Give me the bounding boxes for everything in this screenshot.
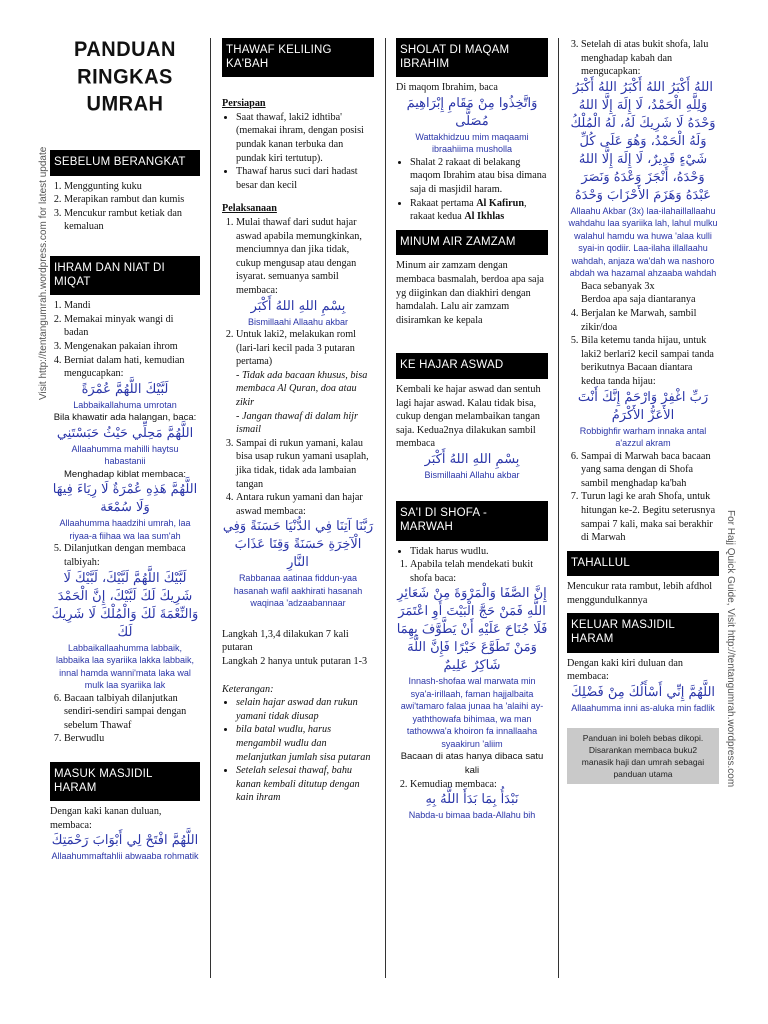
surah-name: Al Kafirun xyxy=(476,197,525,209)
list-item-note: - Jangan thawaf di dalam hijr ismail xyxy=(236,410,358,436)
section-heading-hajar: KE HAJAR ASWAD xyxy=(396,353,548,379)
transliteration: Nabda-u bimaa bada-Allahu bih xyxy=(408,810,536,821)
column-divider xyxy=(210,38,211,978)
list-item: 1. Menggunting kuku xyxy=(64,180,200,194)
section-heading-masuk: MASUK MASJIDIL HARAM xyxy=(50,762,200,801)
section-heading-ihram: IHRAM DAN NIAT DI MIQAT xyxy=(50,256,200,295)
transliteration: Labbaikallaahumma labbaik, labbaika laa syariika lakka labbaik, innal hamda wanni'mata laka wal mulk laa syariika lak xyxy=(55,642,195,691)
title-line-2: UMRAH xyxy=(86,92,164,116)
arabic-text: رَبَّنَا آتِنَا فِي الدُّنْيَا حَسَنَةً وَفِي الْآخِرَةِ حَسَنَةً وَقِنَا عَذَابَ النَّارِ xyxy=(222,519,374,571)
arabic-text: اللَّهُمَّ هَذِهِ عُمْرَةٌ لَا رِيَاءَ فِيهَا وَلَا سُمْعَة xyxy=(52,482,198,516)
page-title xyxy=(50,36,200,118)
column-divider xyxy=(385,38,386,978)
transliteration: Allaahumma inni as-aluka min fadlik xyxy=(571,702,715,713)
section-heading-keluar: KELUAR MASJIDIL HARAM xyxy=(567,613,719,652)
instruction-text: Berdoa apa saja diantaranya xyxy=(581,294,696,306)
section-heading-zamzam: MINUM AIR ZAMZAM xyxy=(396,230,548,256)
instruction-text: Bila khawatir ada halangan, baca: xyxy=(53,412,197,424)
title-line-1: PANDUAN RINGKAS xyxy=(73,38,176,89)
list-item: 1. Mandi xyxy=(64,299,200,313)
list-item: 3. Sampai di rukun yamani, kalau bisa usap rukun yamani usaplah, jika tidak, tidak ada lambaian tangan xyxy=(236,437,374,491)
sai-bullet xyxy=(396,545,548,559)
column-1 xyxy=(50,38,200,863)
transliteration: Bismillaahi Allaahu akbar xyxy=(247,316,349,327)
instruction-text: Bacaan di atas hanya dibaca satu kali xyxy=(400,751,544,776)
transliteration: Labbaikallahuma umrotan xyxy=(73,399,177,410)
list-item: • Thawaf harus suci dari hadast besar dan kecil xyxy=(236,165,374,192)
list-item: 3. Mengenakan pakaian ihrom xyxy=(64,340,200,354)
column-3 xyxy=(396,38,548,822)
rakaat-text: , rakaat kedua xyxy=(410,197,527,223)
arabic-text: رَبِّ اغْفِرْ وَارْحَمْ إِنَّكَ أَنْتَ الأَعَزُّ الأَكْرَمُ xyxy=(577,389,709,423)
list-item: • Setelah selesai thawaf, bahu kanan kembali ditutup dengan kain ihram xyxy=(236,764,374,805)
persiapan-list xyxy=(222,111,374,193)
langkah-note: Langkah 2 hanya untuk putaran 1-3 xyxy=(222,656,368,667)
subheading-keterangan: Keterangan: xyxy=(222,683,274,695)
langkah-note: Langkah 1,3,4 dilakukan 7 kali putaran xyxy=(222,628,349,654)
side-url-right-text: For Hajj Quick Guide, Visit http://tentangumrah.wordpress.com xyxy=(725,510,736,788)
list-item-text: Untuk laki2, melakukan roml (lari-lari kecil pada 3 putaran pertama) xyxy=(236,329,356,368)
section-heading-tahallul: TAHALLUL xyxy=(567,551,719,577)
list-item: • Saat thawaf, laki2 idhtiba' (memakai ihram, dengan posisi pundak kanan terbuka dan pundak kiri tertutup). xyxy=(236,111,374,165)
list-item: 2. Kemudian membaca: xyxy=(410,778,548,792)
list-item: • bila batal wudlu, harus mengambil wudlu dan melanjutkan jumlah sisa putaran xyxy=(236,723,374,764)
list-item: 4. Berniat dalam hati, kemudian mengucapkan: xyxy=(64,354,200,381)
list-item xyxy=(410,197,548,224)
section-heading-sai: SA'I DI SHOFA - MARWAH xyxy=(396,501,548,540)
list-item xyxy=(236,328,374,437)
list-item: 5. Bila ketemu tanda hijau, untuk laki2 berlari2 kecil sampai tanda berikutnya Bacaan diantara kedua tanda hijau: xyxy=(581,334,719,388)
column-divider xyxy=(558,38,559,978)
list-item: 2. Merapikan rambut dan kumis xyxy=(64,193,200,207)
list-item: 6. Sampai di Marwah baca bacaan yang sama dengan di Shofa sambil menghadap ka'bah xyxy=(581,450,719,491)
ihram-list xyxy=(50,299,200,381)
list-item: • selain hajar aswad dan rukun yamani tidak diusap xyxy=(236,696,374,723)
transliteration: Rabbanaa aatinaa fiddun-yaa hasanah wafil aakhirati hasanah waqinaa 'adzaabannaar xyxy=(233,573,363,609)
list-item: 7. Turun lagi ke arah Shofa, untuk hitungan ke-2. Begitu seterusnya sampai 7 kali, maka sai berakhir di Marwah xyxy=(581,490,719,544)
list-item: 5. Dilanjutkan dengan membaca talbiyah: xyxy=(64,542,200,569)
transliteration: Bismillaahi Allahu akbar xyxy=(424,469,520,480)
list-item: 1. Mulai thawaf dari sudut hajar aswad apabila memungkinkan, menciumnya dan jika tidak, cukup mengusap atau dengan isyarat. semuanya sambil membaca: xyxy=(236,216,374,298)
arabic-text: لَبَّيْكَ اللَّهُمَّ لَبَّيْكَ، لَبَّيْكَ لَا شَرِيكَ لَكَ لَبَّيْكَ، إِنَّ الْحَمْدَ وَالنِّعْمَةَ لَكَ وَالْمُلْكَ لَا شَرِيكَ لَكَ xyxy=(51,570,199,640)
transliteration: Innash-shofaa wal marwata min sya'a-irillaah, faman hajjalbaita awi'tamaro falaa junaa ha 'alaihi ay-yaththowafa bihimaa, wa man tathowwa'a khoiron fa innallaaha syaakirun 'aliim xyxy=(400,676,544,749)
list-item: 4. Antara rukun yamani dan hajar aswad membaca: xyxy=(236,491,374,518)
sai-list xyxy=(396,558,548,585)
rakaat-text: Rakaat pertama xyxy=(410,197,477,209)
list-item: 7. Berwudlu xyxy=(64,732,200,746)
instruction-text: Minum air zamzam dengan membaca basmalah, berdoa apa saja yg diiginkan dan diakhiri dengan hamdalah. Lalu air zamzam disiramkan ke kepala xyxy=(396,260,544,326)
transliteration: Allaahummaftahlii abwaaba rohmatik xyxy=(51,851,199,862)
side-url-right xyxy=(722,510,736,870)
arabic-text: وَاتَّخِذُوا مِنْ مَقَامِ إِبْرَاهِيمَ مُصَلًّى xyxy=(406,95,538,129)
ihram-list-cont xyxy=(50,692,200,746)
section-heading-sebelum: SEBELUM BERANGKAT xyxy=(50,150,200,176)
arabic-text: اللَّهُمَّ إِنِّي أَسْأَلُكَ مِنْ فَضْلِكَ xyxy=(570,684,716,700)
list-item: • Shalat 2 rakaat di belakang maqom Ibrahim atau bisa dimana saja di masjidil haram. xyxy=(410,156,548,197)
instruction-text: Baca sebanyak 3x xyxy=(581,280,655,292)
column-2 xyxy=(222,38,374,805)
list-item: • Tidak harus wudlu. xyxy=(410,545,548,559)
arabic-text: اللَّهُمَّ افْتَحْ لِي أَبْوَابَ رَحْمَتِكَ xyxy=(51,833,199,849)
arabic-text: نَبْدَأُ بِمَا بَدَأَ اللَّهُ بِهِ xyxy=(425,792,519,808)
instruction-text: Di maqom Ibrahim, baca xyxy=(396,82,498,94)
list-item: 6. Bacaan talbiyah dilanjutkan sendiri-sendiri sampai dengan sebelum Thawaf xyxy=(64,692,200,733)
transliteration: Allaahu Akbar (3x) laa-ilahaillallaahu wahdahu laa syariika lah, lahul mulku walahul hamdu wa huwa 'alaa kulli syai-in qodiir. Laa-ilaha illallaahu wahdah, anjaza wa'dah wa nashoro abdah wa hazamal ahzaaba wahdah xyxy=(568,205,718,279)
instruction-text: Dengan kaki kanan duluan, membaca: xyxy=(50,806,162,831)
pelaksanaan-list xyxy=(222,216,374,298)
transliteration: Allaahumma mahilli haytsu habastanii xyxy=(71,443,179,467)
section-heading-thawaf: THAWAF KELILING KA'BAH xyxy=(222,38,374,77)
instruction-text: Mencukur rata rambut, lebih afdhol menggundulkannya xyxy=(567,581,713,606)
surah-name: Al Ikhlas xyxy=(464,211,505,223)
copy-note: Panduan ini boleh bebas dikopi. Disarankan membaca buku2 manasik haji dan umrah sebagai panduan utama xyxy=(567,728,719,784)
pelaksanaan-list-cont xyxy=(222,328,374,518)
arabic-text: إِنَّ الصَّفَا وَالْمَرْوَةَ مِنْ شَعَائِرِ اللَّهِ فَمَنْ حَجَّ الْبَيْتَ أَوِ اعْتَمَرَ فَلَا جُنَاحَ عَلَيْهِ أَنْ يَطَّوَّفَ بِهِمَا وَمَنْ تَطَوَّعَ خَيْرًا فَإِنَّ اللَّهَ شَاكِرٌ عَلِيمٌ xyxy=(396,586,548,674)
list-item: 3. Mencukur rambut ketiak dan kemaluan xyxy=(64,207,200,234)
instruction-text: Kembali ke hajar aswad dan sentuh lagi hajar aswad. Kalau tidak bisa, cukup dengan melambaikan tangan saja. Kedua2nya dilakukan sambil membaca xyxy=(396,383,541,450)
list-item-note: - Tidak ada bacaan khusus, bisa membaca Al Quran, doa atau zikir xyxy=(236,369,368,408)
column-4 xyxy=(567,38,719,784)
sai-list-cont xyxy=(567,38,719,79)
sholat-list xyxy=(396,156,548,224)
instruction-text: Dengan kaki kiri duluan dan membaca: xyxy=(567,657,683,683)
sai-list-cont xyxy=(396,778,548,792)
subheading-persiapan: Persiapan xyxy=(222,98,266,110)
sebelum-list xyxy=(50,180,200,234)
list-item: 2. Memakai minyak wangi di badan xyxy=(64,313,200,340)
transliteration: Allaahumma haadzihi umrah, laa riyaa-a fiihaa wa laa sum'ah xyxy=(59,518,191,541)
transliteration: Wattakhidzuu mim maqaami ibraahiima musholla xyxy=(415,131,529,155)
list-item: 1. Apabila telah mendekati bukit shofa baca: xyxy=(410,558,548,585)
list-item: 4. Berjalan ke Marwah, sambil zikir/doa xyxy=(581,307,719,334)
arabic-text: بِسْمِ اللهِ اللهُ أَكْبَر xyxy=(250,298,346,314)
transliteration: Robbighfir warham innaka antal a'azzul akram xyxy=(579,425,707,449)
ihram-list-cont xyxy=(50,542,200,569)
sai-list-cont xyxy=(567,450,719,545)
keterangan-list xyxy=(222,696,374,805)
subheading-pelaksanaan: Pelaksanaan xyxy=(222,203,277,215)
list-item: 3. Setelah di atas bukit shofa, lalu menghadap kabah dan mengucapkan: xyxy=(581,38,719,79)
arabic-text: اللهُ أَكْبَرُ اللهُ أَكْبَرُ اللهُ أَكْبَرُ وَلِلَّهِ الْحَمْدُ، لَا إِلَهَ إِلَّا اللهُ وَحْدَهُ لَا شَرِيكَ لَهُ، لَهُ الْمُلْكُ وَلَهُ الْحَمْدُ، وَهُوَ عَلَى كُلِّ شَيْءٍ قَدِيرٌ، لَا إِلَهَ إِلَّا اللهُ وَحْدَهُ، أَنْجَزَ وَعْدَهُ وَنَصَرَ عَبْدَهُ وَهَزَمَ الأَحْزَابَ وَحْدَهُ xyxy=(570,79,716,203)
instruction-text: Menghadap kiblat membaca: xyxy=(64,468,186,480)
side-url-left-text: Visit http://tentangumrah.wordpress.com for latest update xyxy=(38,146,49,400)
arabic-text: بِسْمِ اللهِ اللهُ أَكْبَر xyxy=(424,451,520,467)
section-heading-sholat: SHOLAT DI MAQAM IBRAHIM xyxy=(396,38,548,77)
arabic-text: اللَّهُمَّ مَحِلِّي حَيْثُ حَبَسْتَنِي xyxy=(56,425,194,441)
arabic-text: لَبَّيْكَ اللَّهُمَّ عُمْرَةً xyxy=(81,381,169,397)
sai-list-cont xyxy=(567,307,719,389)
